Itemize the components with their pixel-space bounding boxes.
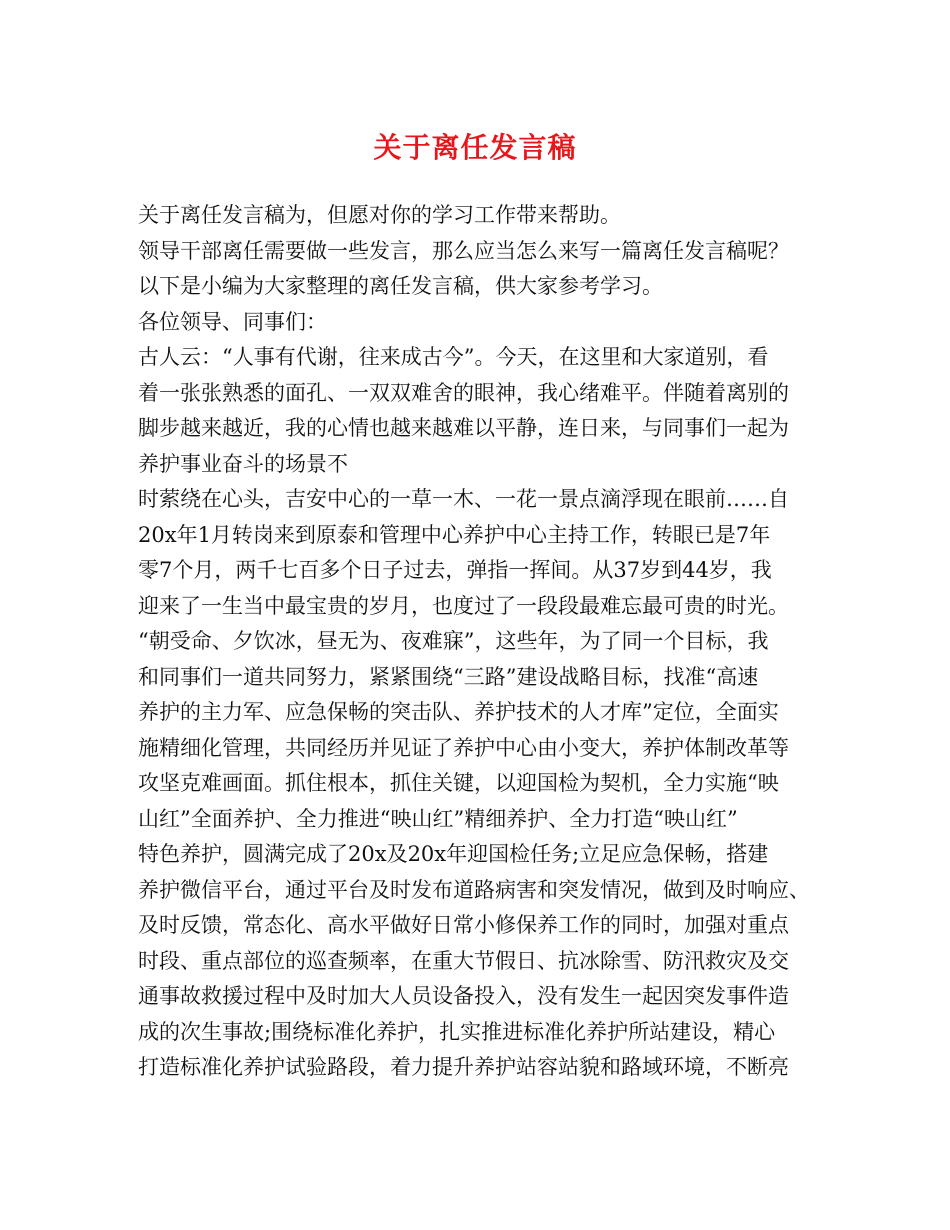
document-body <box>138 198 838 1086</box>
body-line: 各位领导、同事们： <box>138 309 327 334</box>
body-line: 特色养护，圆满完成了20x及20x年迎国检任务;立足应急保畅，搭建 <box>138 842 769 866</box>
body-line: 古人云：“人事有代谢，往来成古今”。今天，在这里和大家道别，看 <box>138 345 769 369</box>
body-line: 着一张张熟悉的面孔、一双双难舍的眼神，我心绪难平。伴随着离别的 <box>138 380 789 405</box>
document-title: 关于离任发言稿 <box>373 131 577 164</box>
body-line: 和同事们一道共同努力，紧紧围绕“三路”建设战略目标，找准“高速 <box>138 664 759 689</box>
body-line: 迎来了一生当中最宝贵的岁月，也度过了一段段最难忘最可贵的时光。 <box>138 593 789 618</box>
body-line: 时段、重点部位的巡查频率，在重大节假日、抗冰除雪、防汛救灾及交 <box>138 948 789 973</box>
body-line: 零7个月，两千七百多个日子过去，弹指一挥间。从37岁到44岁，我 <box>138 558 772 582</box>
body-line: 20x年1月转岗来到原泰和管理中心养护中心主持工作，转眼已是7年 <box>138 522 771 547</box>
body-line: 关于离任发言稿为，但愿对你的学习工作带来帮助。 <box>138 203 621 227</box>
body-line: 通事故救援过程中及时加大人员设备投入，没有发生一起因突发事件造 <box>138 984 789 1008</box>
body-line: 打造标准化养护试验路段，着力提升养护站容站貌和路域环境，不断亮 <box>138 1055 789 1079</box>
body-line: 脚步越来越近，我的心情也越来越难以平静，连日来，与同事们一起为 <box>138 416 789 440</box>
body-line: 领导干部离任需要做一些发言，那么应当怎么来写一篇离任发言稿呢？ <box>138 238 789 263</box>
body-line: 成的次生事故;围绕标准化养护，扎实推进标准化养护所站建设，精心 <box>138 1019 776 1044</box>
body-line: 时萦绕在心头，吉安中心的一草一木、一花一景点滴浮现在眼前……自 <box>138 487 789 511</box>
body-line: 施精细化管理，共同经历并见证了养护中心由小变大，养护体制改革等 <box>138 735 789 760</box>
body-line: 及时反馈，常态化、高水平做好日常小修保养工作的同时，加强对重点 <box>138 913 789 937</box>
body-line: “朝受命、夕饮冰，昼无为、夜难寐”，这些年，为了同一个目标，我 <box>138 629 769 653</box>
body-line: 养护微信平台，通过平台及时发布道路病害和突发情况，做到及时响应、 <box>138 877 810 902</box>
body-line: 攻坚克难画面。抓住根本，抓住关键，以迎国检为契机，全力实施“映 <box>138 771 779 795</box>
body-line: 养护事业奋斗的场景不 <box>138 451 348 476</box>
body-line: 山红”全面养护、全力推进“映山红”精细养护、全力打造“映山红” <box>138 806 738 831</box>
body-line: 以下是小编为大家整理的离任发言稿，供大家参考学习。 <box>138 274 663 298</box>
body-line: 养护的主力军、应急保畅的突击队、养护技术的人才库”定位，全面实 <box>138 700 779 724</box>
